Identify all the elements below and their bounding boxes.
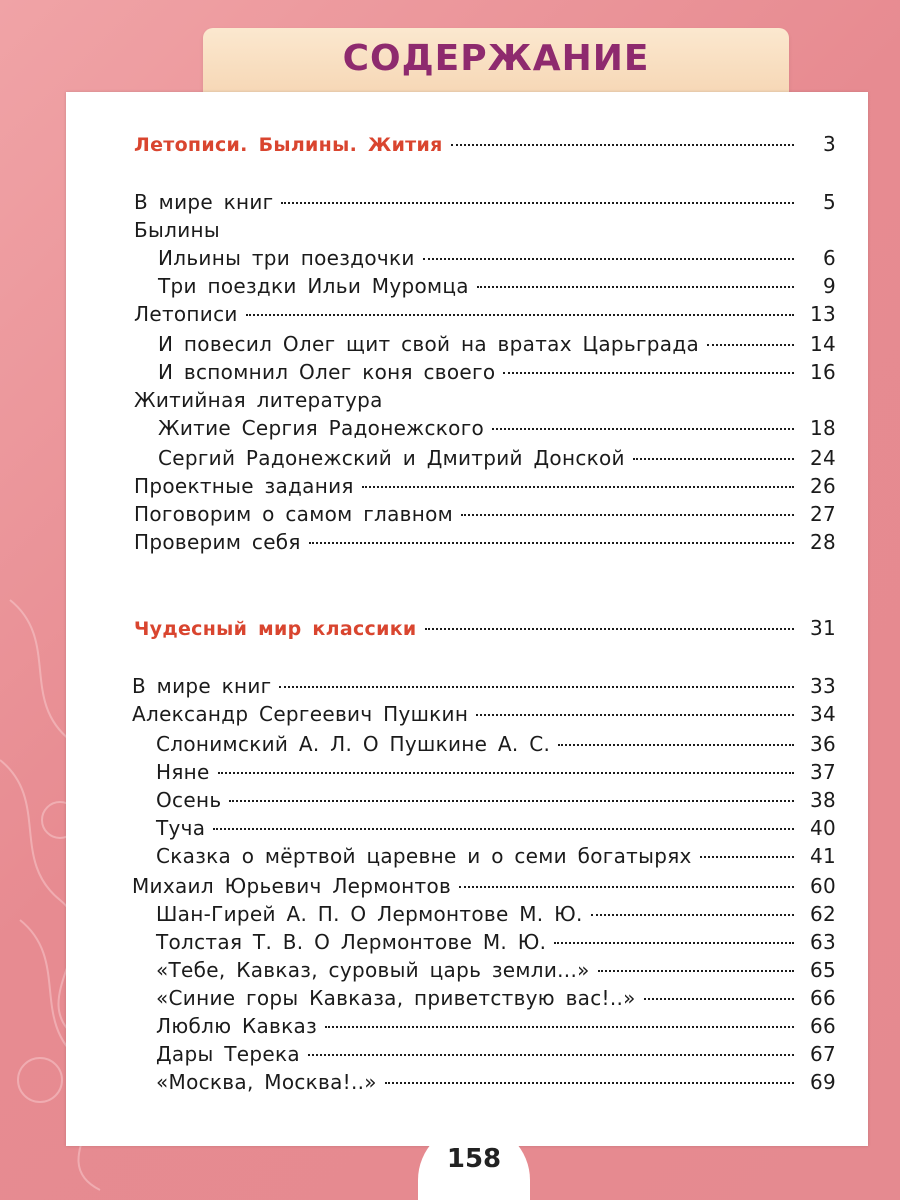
- dot-leader: [229, 800, 794, 802]
- toc-entry-page: 36: [809, 732, 836, 756]
- toc-entry-label: Сказка о мёртвой царевне и о семи богатырях: [156, 844, 692, 868]
- toc-entry[interactable]: [156, 902, 836, 930]
- toc-entry-page: 60: [809, 874, 836, 898]
- toc-entry-page: 63: [809, 930, 836, 954]
- toc-entry-label: Три поездки Ильи Муромца: [158, 274, 469, 298]
- toc-entry-label: Летописи: [134, 302, 238, 326]
- toc-entry-label: «Тебе, Кавказ, суровый царь земли...»: [156, 958, 590, 982]
- dot-leader: [492, 428, 794, 430]
- dot-leader: [246, 314, 794, 316]
- toc-entry[interactable]: [156, 788, 836, 816]
- dot-leader: [554, 942, 794, 944]
- section-heading-page: 3: [822, 132, 836, 156]
- dot-leader: [644, 998, 794, 1000]
- table-of-contents: [66, 92, 868, 1146]
- toc-entry-label: Шан-Гирей А. П. О Лермонтове М. Ю.: [156, 902, 583, 926]
- toc-entry[interactable]: [158, 274, 836, 302]
- dot-leader: [325, 1026, 794, 1028]
- toc-entry-page: 24: [809, 446, 836, 470]
- toc-group-label: Житийная литература: [134, 388, 383, 412]
- toc-entry-page: 16: [809, 360, 836, 384]
- toc-entry-label: В мире книг: [134, 190, 274, 214]
- toc-entry-page: 33: [809, 674, 836, 698]
- toc-entry[interactable]: [156, 816, 836, 844]
- toc-entry-label: Михаил Юрьевич Лермонтов: [132, 874, 452, 898]
- dot-leader: [707, 344, 794, 346]
- toc-entry[interactable]: [158, 332, 836, 360]
- toc-entry[interactable]: [156, 986, 836, 1014]
- toc-entry[interactable]: [156, 1014, 836, 1042]
- toc-entry-label: Житие Сергия Радонежского: [158, 416, 485, 440]
- toc-entry[interactable]: [158, 416, 836, 444]
- toc-entry-label: Туча: [156, 816, 206, 840]
- toc-entry-page: 67: [809, 1042, 836, 1066]
- dot-leader: [362, 486, 794, 488]
- toc-entry-page: 18: [809, 416, 836, 440]
- toc-entry-page: 41: [809, 844, 836, 868]
- dot-leader: [279, 686, 794, 688]
- toc-entry[interactable]: [134, 302, 836, 330]
- toc-entry[interactable]: [156, 1070, 836, 1098]
- toc-entry-page: 13: [809, 302, 836, 326]
- toc-entry[interactable]: [134, 502, 836, 530]
- toc-entry-label: Сергий Радонежский и Дмитрий Донской: [158, 446, 625, 470]
- toc-entry[interactable]: [158, 246, 836, 274]
- toc-entry-label: В мире книг: [132, 674, 272, 698]
- dot-leader: [477, 286, 794, 288]
- dot-leader: [218, 772, 794, 774]
- toc-entry[interactable]: [134, 530, 836, 558]
- toc-entry[interactable]: [132, 702, 836, 730]
- toc-entry-label: Ильины три поездочки: [158, 246, 415, 270]
- dot-leader: [700, 856, 794, 858]
- toc-entry-label: Няне: [156, 760, 210, 784]
- toc-entry-page: 62: [809, 902, 836, 926]
- toc-entry[interactable]: [156, 958, 836, 986]
- toc-entry[interactable]: [132, 674, 836, 702]
- toc-entry-page: 14: [809, 332, 836, 356]
- dot-leader: [385, 1082, 794, 1084]
- toc-entry-label: Проверим себя: [134, 530, 301, 554]
- dot-leader: [503, 372, 794, 374]
- dot-leader: [423, 258, 794, 260]
- section-heading-label: Летописи. Былины. Жития: [134, 134, 443, 156]
- title-tab: [203, 28, 789, 98]
- section-heading[interactable]: [134, 132, 836, 160]
- toc-entry[interactable]: [156, 732, 836, 760]
- toc-entry[interactable]: [158, 360, 836, 388]
- section-heading-page: 31: [809, 616, 836, 640]
- toc-entry[interactable]: [134, 474, 836, 502]
- page-title: СОДЕРЖАНИЕ: [342, 38, 650, 79]
- page-number: 158: [446, 1144, 502, 1174]
- dot-leader: [476, 714, 794, 716]
- toc-entry-label: И вспомнил Олег коня своего: [158, 360, 496, 384]
- section-heading-label: Чудесный мир классики: [134, 618, 417, 640]
- toc-entry-page: 9: [822, 274, 836, 298]
- toc-entry-page: 26: [809, 474, 836, 498]
- toc-entry-label: Слонимский А. Л. О Пушкине А. С.: [156, 732, 551, 756]
- toc-entry-label: «Синие горы Кавказа, приветствую вас!..»: [156, 986, 636, 1010]
- toc-entry-page: 69: [809, 1070, 836, 1094]
- toc-entry-page: 37: [809, 760, 836, 784]
- toc-entry-label: Проектные задания: [134, 474, 354, 498]
- toc-group: [134, 218, 836, 246]
- toc-entry[interactable]: [158, 446, 836, 474]
- toc-entry-label: Дары Терека: [156, 1042, 300, 1066]
- dot-leader: [281, 202, 794, 204]
- toc-entry-page: 34: [809, 702, 836, 726]
- toc-entry-page: 6: [822, 246, 836, 270]
- dot-leader: [591, 914, 794, 916]
- dot-leader: [459, 886, 794, 888]
- dot-leader: [308, 1054, 794, 1056]
- toc-entry[interactable]: [132, 874, 836, 902]
- toc-entry-label: «Москва, Москва!..»: [156, 1070, 377, 1094]
- toc-entry-page: 66: [809, 1014, 836, 1038]
- toc-entry-page: 27: [809, 502, 836, 526]
- toc-entry-label: И повесил Олег щит свой на вратах Царьграда: [158, 332, 700, 356]
- toc-group: [134, 388, 836, 416]
- toc-entry-label: Александр Сергеевич Пушкин: [132, 702, 469, 726]
- toc-entry-label: Поговорим о самом главном: [134, 502, 454, 526]
- toc-entry[interactable]: [156, 760, 836, 788]
- toc-entry-label: Толстая Т. В. О Лермонтове М. Ю.: [156, 930, 547, 954]
- toc-entry-label: Люблю Кавказ: [156, 1014, 317, 1038]
- dot-leader: [451, 144, 794, 146]
- dot-leader: [461, 514, 794, 516]
- toc-entry-page: 66: [809, 986, 836, 1010]
- toc-entry[interactable]: [134, 190, 836, 218]
- toc-entry[interactable]: [156, 1042, 836, 1070]
- toc-entry-page: 28: [809, 530, 836, 554]
- dot-leader: [633, 458, 794, 460]
- dot-leader: [558, 744, 794, 746]
- dot-leader: [598, 970, 794, 972]
- toc-entry-label: Осень: [156, 788, 222, 812]
- toc-group-label: Былины: [134, 218, 220, 242]
- dot-leader: [425, 628, 794, 630]
- toc-entry-page: 65: [809, 958, 836, 982]
- toc-entry-page: 5: [822, 190, 836, 214]
- toc-entry-page: 38: [809, 788, 836, 812]
- toc-entry[interactable]: [156, 930, 836, 958]
- dot-leader: [213, 828, 794, 830]
- dot-leader: [309, 542, 794, 544]
- toc-entry-page: 40: [809, 816, 836, 840]
- section-heading[interactable]: [134, 616, 836, 644]
- toc-entry[interactable]: [156, 844, 836, 872]
